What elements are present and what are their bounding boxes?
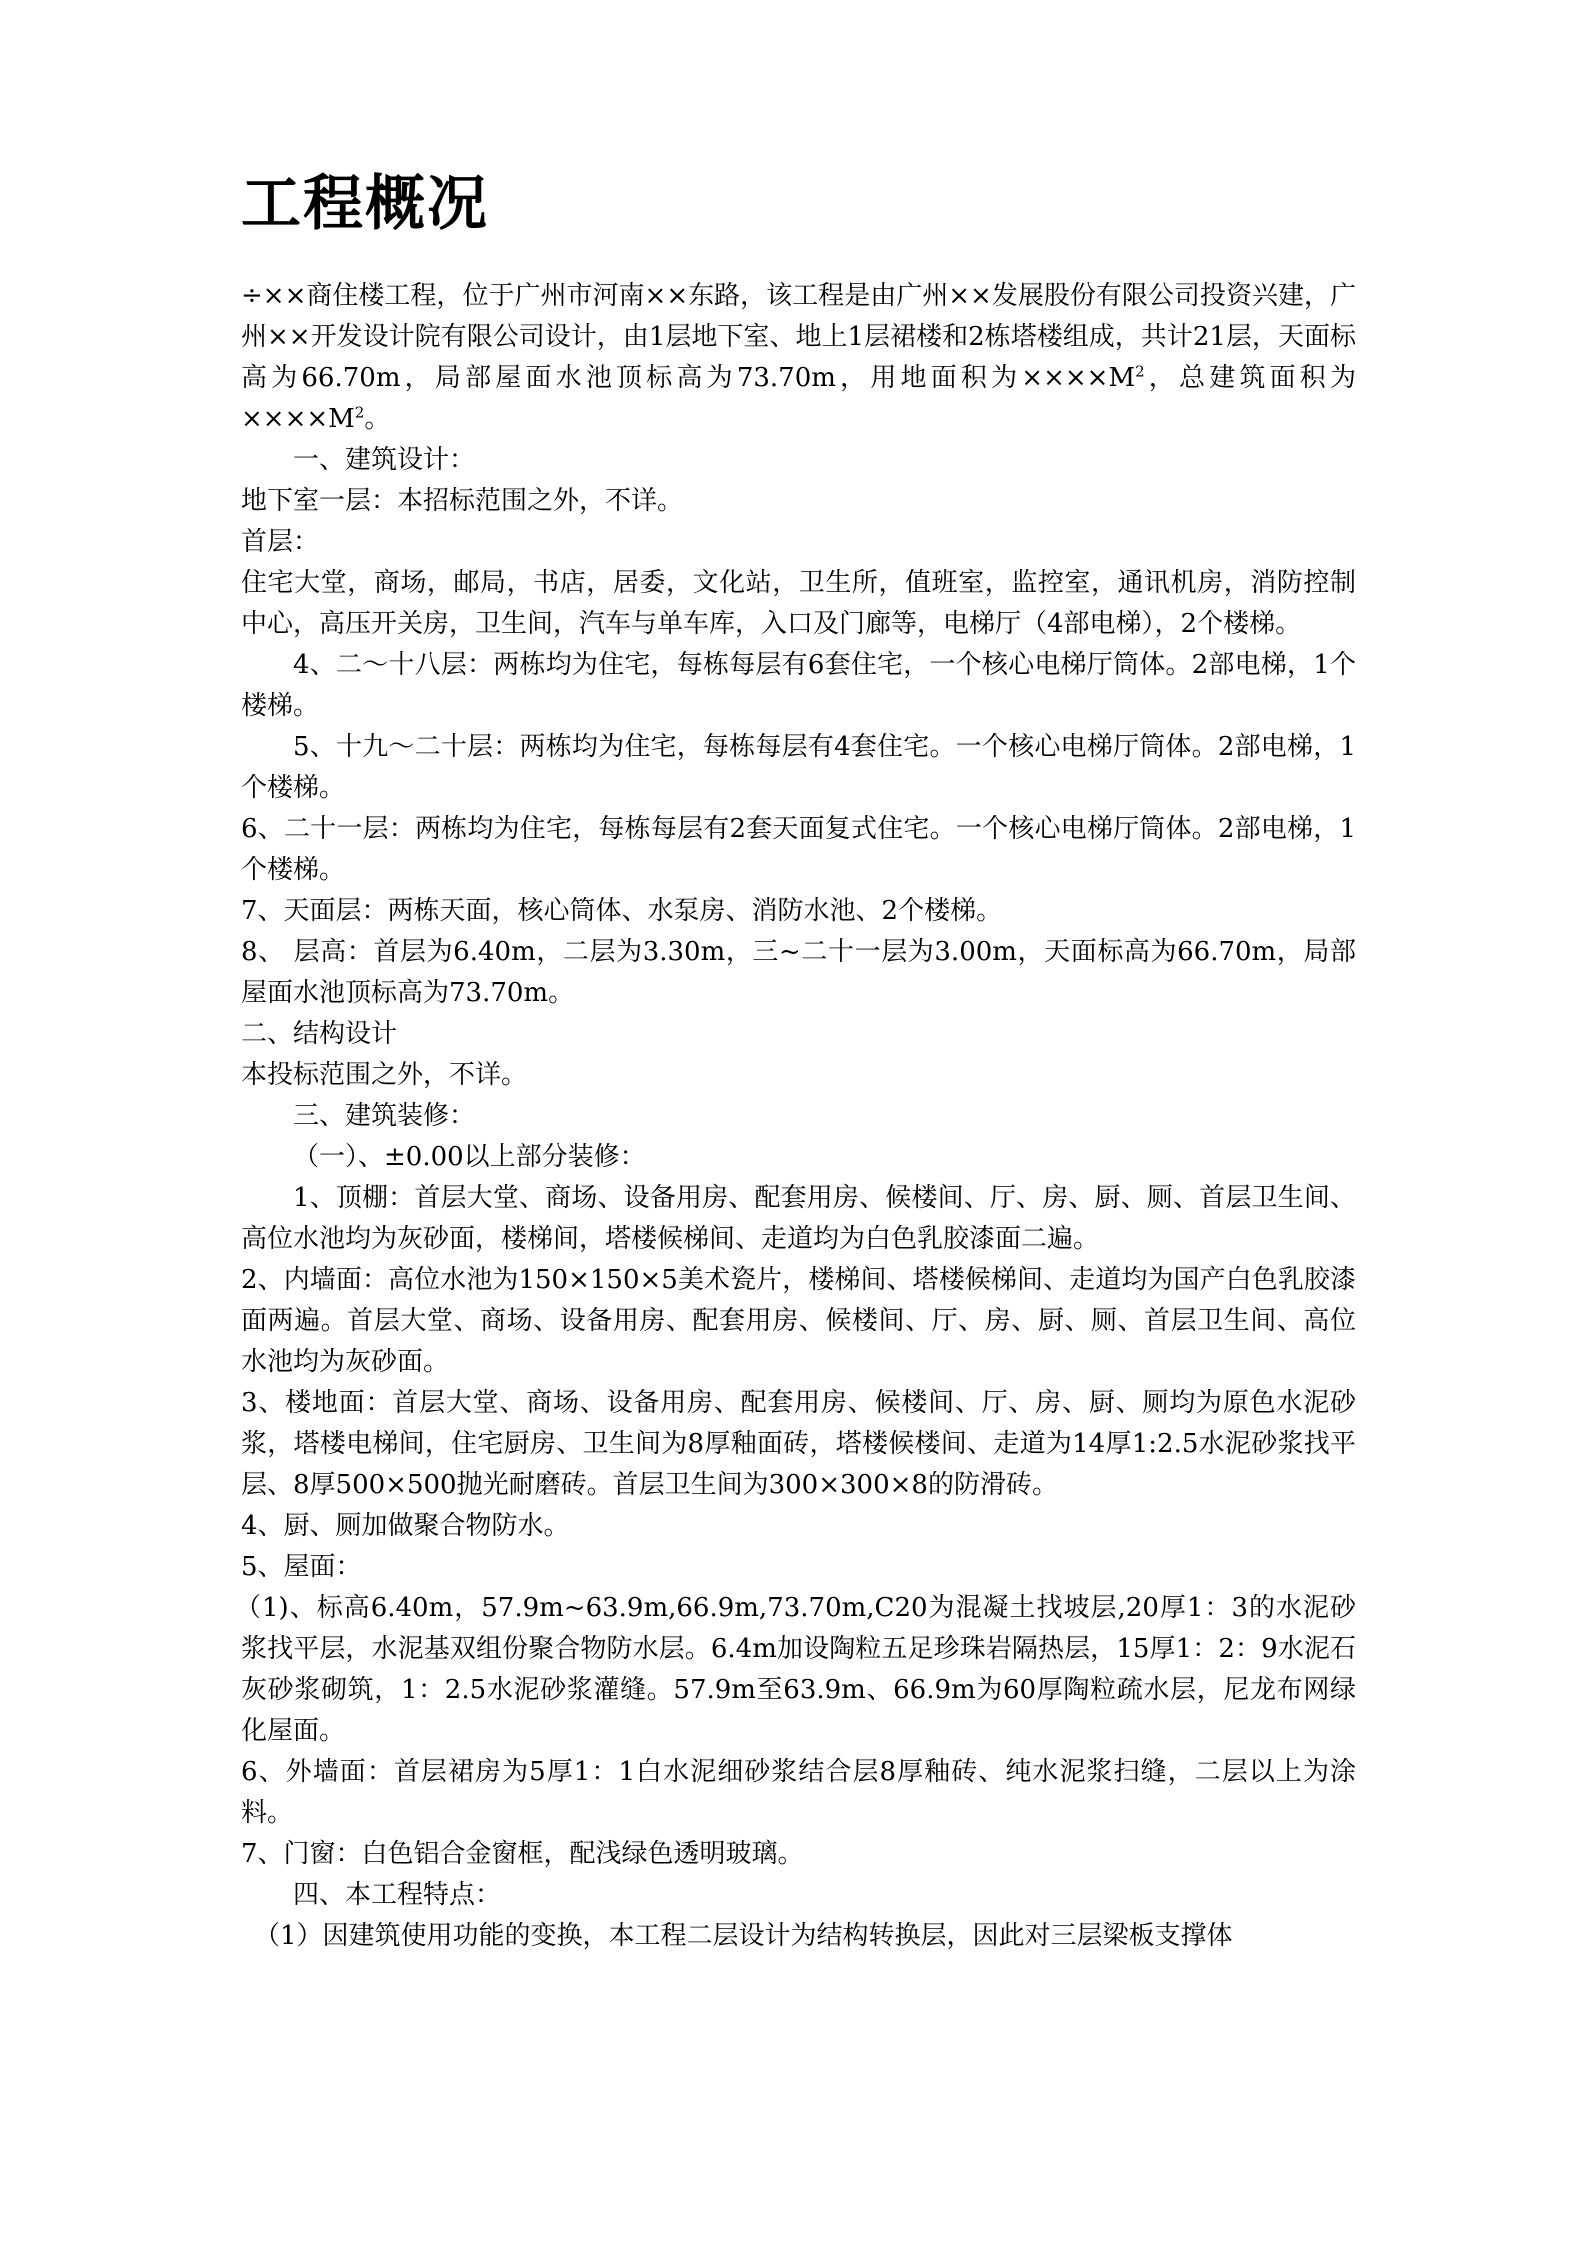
paragraph: 住宅大堂，商场，邮局，书店，居委，文化站，卫生所，值班室，监控室，通讯机房，消防控制中心，高压开关房，卫生间，汽车与单车库，入口及门廊等，电梯厅（4部电梯），2个楼梯。 (241, 568, 1356, 639)
unit-superscript: 2 (1135, 362, 1145, 381)
paragraph: 4、厨、厕加做聚合物防水。 (241, 1511, 570, 1541)
paragraph: 8、 层高：首层为6.40m，二层为3.30m，三~二十一层为3.00m，天面标高为66.70m，局部屋面水池顶标高为73.70m。 (241, 937, 1356, 1008)
intro-text-end: 。 (364, 404, 391, 434)
section-heading-decoration: 三、建筑装修： (293, 1101, 476, 1131)
intro-text-mid: ，总建筑面积为××××M (241, 363, 1356, 434)
paragraph: （1）因建筑使用功能的变换，本工程二层设计为结构转换层，因此对三层梁板支撑体 (254, 1921, 1233, 1951)
paragraph: 3、楼地面：首层大堂、商场、设备用房、配套用房、候楼间、厅、房、厨、厕均为原色水泥砂浆，塔楼电梯间，住宅厨房、卫生间为8厚釉面砖，塔楼候楼间、走道为14厚1:2.5水泥砂浆找平层、8厚500×500抛光耐磨砖。首层卫生间为300×300×8的防滑砖。 (241, 1388, 1356, 1500)
section-heading-architecture: 一、建筑设计： (293, 445, 476, 475)
paragraph: 本投标范围之外，不详。 (241, 1060, 528, 1090)
paragraph: 6、二十一层：两栋均为住宅，每栋每层有2套天面复式住宅。一个核心电梯厅筒体。2部电梯，1个楼梯。 (241, 814, 1356, 885)
paragraph: 7、天面层：两栋天面，核心筒体、水泵房、消防水池、2个楼梯。 (241, 896, 1003, 926)
paragraph: 2、内墙面：高位水池为150×150×5美术瓷片，楼梯间、塔楼候梯间、走道均为国产白色乳胶漆面两遍。首层大堂、商场、设备用房、配套用房、候楼间、厅、房、厨、厕、首层卫生间、高位水池均为灰砂面。 (241, 1265, 1356, 1377)
paragraph: （1)、标高6.40m，57.9m~63.9m,66.9m,73.70m,C20为混凝土找坡层,20厚1：3的水泥砂浆找平层，水泥基双组份聚合物防水层。6.4m加设陶粒五足珍珠岩隔热层，15厚1：2：9水泥石灰砂浆砌筑，1：2.5水泥砂浆灌缝。57.9m至63.9m、66.9m为60厚陶粒疏水层，尼龙布网绿化屋面。 (235, 1593, 1356, 1746)
paragraph: 1、顶棚：首层大堂、商场、设备用房、配套用房、候楼间、厅、房、厨、厕、首层卫生间、高位水池均为灰砂面，楼梯间，塔楼候梯间、走道均为白色乳胶漆面二遍。 (241, 1183, 1356, 1254)
document-body (235, 276, 1356, 1957)
document-page (235, 168, 1356, 1957)
unit-superscript: 2 (354, 403, 365, 422)
section-heading-features: 四、本工程特点： (293, 1880, 502, 1910)
paragraph: 首层： (241, 527, 320, 557)
intro-paragraph (241, 276, 1356, 440)
subsection-heading: （一）、±0.00以上部分装修： (293, 1142, 646, 1172)
paragraph: 7、门窗：白色铝合金窗框，配浅绿色透明玻璃。 (241, 1839, 804, 1869)
section-heading-structure: 二、结构设计 (241, 1019, 398, 1049)
intro-text-main: ÷××商住楼工程，位于广州市河南××东路，该工程是由广州××发展股份有限公司投资兴建，广州××开发设计院有限公司设计，由1层地下室、地上1层裙楼和2栋塔楼组成，共计21层，天面标高为66.70m，局部屋面水池顶标高为73.70m，用地面积为××××M (241, 281, 1356, 393)
paragraph: 5、十九～二十层：两栋均为住宅，每栋每层有4套住宅。一个核心电梯厅筒体。2部电梯，1个楼梯。 (241, 732, 1356, 803)
paragraph: 5、屋面： (241, 1552, 362, 1582)
paragraph: 4、二～十八层：两栋均为住宅，每栋每层有6套住宅，一个核心电梯厅筒体。2部电梯，1个楼梯。 (241, 650, 1356, 721)
paragraph: 地下室一层：本招标范围之外，不详。 (241, 486, 684, 516)
paragraph: 6、外墙面：首层裙房为5厚1：1白水泥细砂浆结合层8厚釉砖、纯水泥浆扫缝，二层以上为涂料。 (241, 1757, 1356, 1828)
document-title: 工程概况 (241, 169, 489, 239)
